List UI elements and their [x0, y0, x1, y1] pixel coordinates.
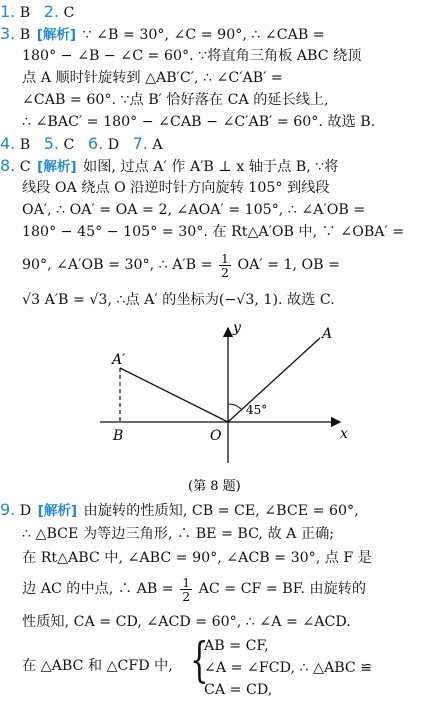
q8-figure	[0, 318, 426, 498]
solution-text: AC = CF = BF. 由旋转的	[198, 581, 367, 597]
solution-text: ∵ ∠B = 30°, ∠C = 90°, ∴ ∠CAB =	[82, 27, 325, 43]
q3-line-4: ∠CAB = 60°. ∵点 B′ 恰好落在 CA 的延长线上,	[22, 92, 329, 108]
fraction-numerator: 1	[182, 574, 191, 590]
answer-letter: B	[19, 27, 31, 43]
question-number: 6.	[87, 134, 104, 153]
q9-line-1	[0, 500, 359, 522]
answer-letter: C	[19, 159, 31, 175]
figure-caption: (第 8 题)	[188, 479, 241, 494]
system-brace: {	[190, 632, 209, 688]
q8-line-4: 180° − 45° − 105° = 30°. 在 Rt△A′OB 中, ∵ ∠OBA′ =	[22, 224, 405, 240]
question-number: 5.	[43, 134, 60, 153]
fraction	[219, 252, 231, 279]
fraction-denominator: 2	[221, 264, 229, 280]
answer-row-4-7	[0, 134, 163, 156]
answer-letter: B	[19, 137, 31, 153]
label-angle: 45°	[246, 403, 268, 417]
label-y: y	[233, 320, 241, 336]
system-eq-2: ∠A = ∠FCD, ∴ △ABC ≌	[204, 660, 373, 676]
system-eq-3: CA = CD,	[204, 682, 273, 698]
q3-line-1	[0, 24, 325, 46]
question-number: 2.	[43, 2, 60, 21]
label-A: A	[322, 326, 333, 342]
q3-line-5: ∴ ∠BAC′ = 180° − ∠CAB − ∠C′AB′ = 60°. 故选 B.	[22, 114, 376, 130]
q9-line-4	[22, 574, 366, 604]
solution-text: 90°, ∠A′OB = 30°, ∴ A′B =	[22, 257, 213, 273]
q9-line-2: ∴ △BCE 为等边三角形, ∴ BE = BC, 故 A 正确;	[22, 526, 335, 542]
q8-line-3: OA′, ∴ OA′ = OA = 2, ∠AOA′ = 105°, ∴ ∠A′OB =	[22, 202, 366, 218]
solution-text: 由旋转的性质知, CB = CE, ∠BCE = 60°,	[83, 503, 359, 519]
question-number: 3.	[0, 24, 16, 43]
question-number: 7.	[132, 134, 148, 153]
q8-line-6: √3 A′B = √3, ∴点 A′ 的坐标为(−√3, 1). 故选 C.	[22, 292, 335, 308]
analysis-tag: [解析]	[37, 503, 78, 519]
answer-letter: C	[63, 5, 75, 21]
question-number: 9.	[0, 500, 16, 519]
label-O: O	[210, 428, 222, 444]
solution-text: 边 AC 的中点, ∴ AB =	[22, 581, 174, 597]
question-number: 1.	[0, 2, 16, 21]
fraction-denominator: 2	[182, 588, 191, 604]
segment-OA-prime	[120, 368, 228, 422]
q8-line-2: 线段 OA 绕点 O 沿逆时针方向旋转 105° 到线段	[22, 180, 330, 196]
solution-text: 如图, 过点 A′ 作 A′B ⊥ x 轴于点 B, ∵将	[83, 159, 339, 175]
segment-OA	[228, 338, 320, 422]
q9-line-6: 在 △ABC 和 △CFD 中,	[22, 658, 173, 674]
analysis-tag: [解析]	[37, 159, 77, 175]
q3-line-2: 180° − ∠B − ∠C = 60°. ∵将直角三角板 ABC 绕顶	[22, 48, 362, 64]
q8-line-5	[22, 250, 340, 280]
answer-letter: D	[107, 137, 120, 153]
solution-text: OA′ = 1, OB =	[237, 257, 340, 273]
fraction-numerator: 1	[221, 250, 229, 266]
answer-row-1-2	[0, 2, 74, 24]
fraction	[180, 576, 192, 603]
answer-letter: A	[152, 137, 163, 153]
q9-line-5: 性质知, CA = CD, ∠ACD = 60°, ∴ ∠A = ∠ACD.	[22, 614, 351, 630]
system-eq-1: AB = CF,	[204, 638, 269, 654]
question-number: 4.	[0, 134, 16, 153]
answer-letter: B	[19, 5, 31, 21]
angle-arc	[228, 404, 241, 409]
answer-letter: C	[63, 137, 75, 153]
answer-letter: D	[19, 503, 32, 519]
q3-line-3: 点 A 顺时针旋转到 △AB′C′, ∴ ∠C′AB′ =	[22, 70, 283, 86]
q9-line-3: 在 Rt△ABC 中, ∠ABC = 90°, ∠ACB = 30°, 点 F 是	[22, 550, 372, 566]
label-A-prime: A′	[112, 352, 126, 368]
analysis-tag: [解析]	[36, 27, 77, 43]
q8-line-1	[0, 156, 338, 178]
question-number: 8.	[0, 156, 16, 175]
label-x: x	[340, 426, 348, 442]
label-B: B	[113, 428, 124, 444]
